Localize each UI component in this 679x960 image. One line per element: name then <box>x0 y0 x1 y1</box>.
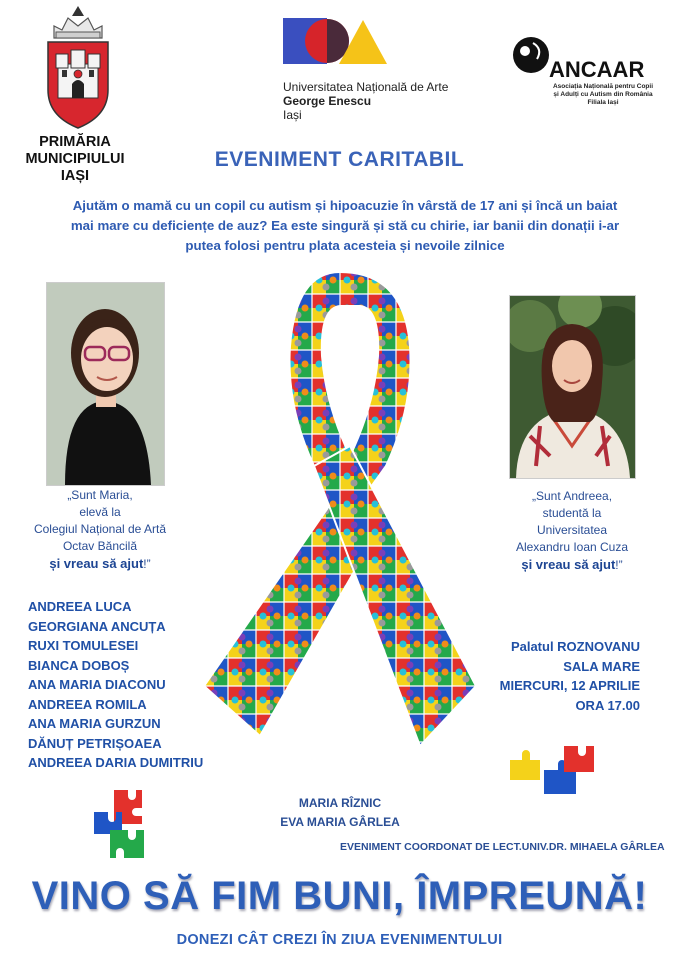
volunteer-list <box>28 597 203 773</box>
list-item: ANA MARIA DIACONU <box>28 677 166 692</box>
maria-photo <box>46 282 165 486</box>
ancaar-sub-line: Asociația Națională pentru Copii <box>552 83 654 90</box>
organizer-name: EVA MARIA GÂRLEA <box>280 815 400 829</box>
ancaar-name: ANCAAR <box>549 57 645 81</box>
list-item: RUXI TOMULESEI <box>28 638 139 653</box>
list-item: ANDREEA DARIA DUMITRIU <box>28 755 204 770</box>
quote-line: „Sunt Maria, <box>67 488 133 502</box>
slogan: VINO SĂ FIM BUNI, ÎMPREUNĂ! <box>31 874 648 918</box>
venue-line: Palatul ROZNOVANU <box>510 639 640 654</box>
list-item: ANA MARIA GURZUN <box>28 716 161 731</box>
quote-line: studentă la <box>542 506 602 520</box>
quote-highlight: și vreau să ajut <box>49 556 144 571</box>
university-name <box>283 80 448 122</box>
donate-line: DONEZI CÂT CREZI ÎN ZIUA EVENIMENTULUI <box>176 932 503 948</box>
city-line: IAȘI <box>60 168 90 184</box>
list-item: BIANCA DOBOȘ <box>28 657 130 673</box>
quote-line: Colegiul Național de Artă <box>33 522 167 536</box>
quote-line: „Sunt Andreea, <box>531 489 613 503</box>
puzzle-pieces-icon <box>90 786 152 866</box>
venue-details <box>480 637 640 715</box>
list-item: ANDREEA LUCA <box>28 599 132 614</box>
city-line: PRIMĂRIA <box>39 134 111 150</box>
event-title: EVENIMENT CARITABIL <box>214 148 465 171</box>
university-line: Iași <box>283 108 302 122</box>
ancaar-subtitle <box>548 83 658 107</box>
university-line: Universitatea Națională de Arte <box>283 80 449 94</box>
quote-line: Octav Băncilă <box>62 539 138 553</box>
quote-line: Universitatea <box>536 523 608 537</box>
ancaar-logo-icon <box>511 35 651 81</box>
coordinator-credit: EVENIMENT COORDONAT DE LECT.UNIV.DR. MIHAELA GÂRLEA <box>340 841 665 853</box>
organizers <box>240 794 440 832</box>
ancaar-sub-line: Filiala Iași <box>587 99 619 106</box>
intro-text: Ajutăm o mamă cu un copil cu autism și hipoacuzie în vârstă de 17 ani și încă un baiat mai mare cu deficiențe de auz? Ea este singură și stă cu chirie, iar banii din donații i-ar putea folosi pentru plata acesteia și nevoile zilnice <box>70 198 620 253</box>
venue-line: MIERCURI, 12 APRILIE <box>499 678 640 693</box>
organizer-name: MARIA RÎZNIC <box>298 796 382 810</box>
quote-line: elevă la <box>79 505 121 519</box>
university-logo-icon <box>283 18 387 66</box>
andreea-photo <box>509 295 636 479</box>
quote-end: !” <box>143 557 151 571</box>
list-item: DĂNUȚ PETRIȘOAEA <box>28 735 162 751</box>
list-item: GEORGIANA ANCUȚA <box>28 618 166 634</box>
quote-line: Alexandru Ioan Cuza <box>515 540 629 554</box>
list-item: ANDREEA ROMILA <box>28 696 147 712</box>
andreea-quote <box>482 488 662 574</box>
quote-end: !” <box>615 558 623 572</box>
autism-puzzle-ribbon-icon <box>200 266 480 750</box>
venue-line: ORA 17.00 <box>575 697 640 713</box>
city-line: MUNICIPIULUI <box>25 151 125 167</box>
iasi-coat-of-arms-icon <box>38 4 118 132</box>
ancaar-sub-line: și Adulți cu Autism din România <box>553 91 653 98</box>
university-line: George Enescu <box>283 94 372 108</box>
quote-highlight: și vreau să ajut <box>521 557 616 572</box>
maria-quote <box>10 487 190 573</box>
venue-line: SALA MARE <box>563 658 640 674</box>
puzzle-pieces-icon <box>506 742 598 804</box>
